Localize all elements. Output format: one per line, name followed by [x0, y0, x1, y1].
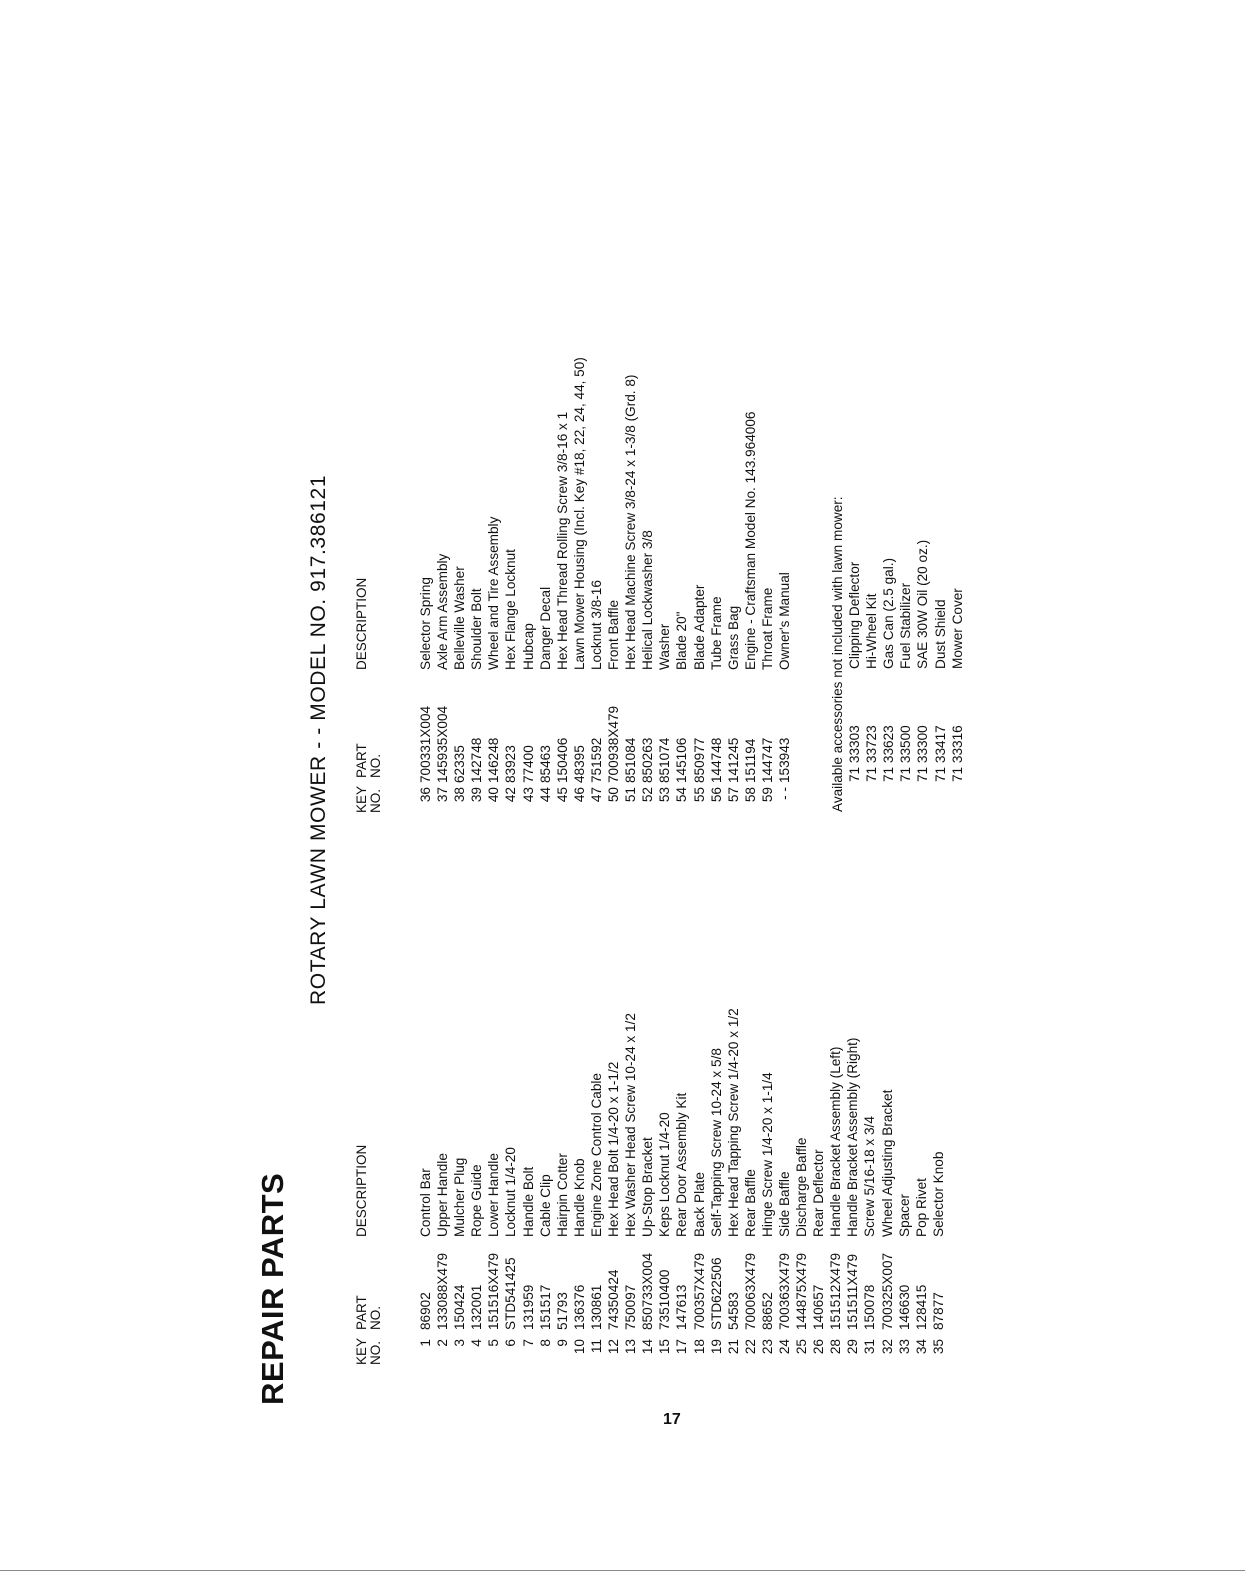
part-number: 700331X004: [418, 705, 433, 783]
accessory-row: [863, 496, 880, 782]
key-number: 24: [776, 1339, 792, 1355]
part-description: Blade 20": [674, 611, 690, 670]
part-description: Wheel Adjusting Bracket: [879, 1089, 895, 1237]
part-number: 144747: [759, 737, 775, 783]
part-number: 54583: [725, 1292, 741, 1330]
accessory-row: [880, 496, 897, 782]
part-number: 146630: [896, 1284, 912, 1330]
key-number: 51: [623, 787, 639, 803]
key-number: 58: [742, 787, 758, 803]
key-number: 3: [452, 1339, 468, 1347]
key-number: 36: [418, 787, 433, 803]
key-number: 2: [435, 1339, 451, 1347]
part-number: 751592: [588, 737, 604, 783]
part-number: 700357X479: [691, 1252, 707, 1330]
part-number: 74350424: [606, 1269, 622, 1330]
part-description: Pop Rivet: [913, 1178, 929, 1237]
key-number: 55: [691, 787, 707, 803]
part-number: 850977: [691, 737, 707, 783]
part-number: 86902: [418, 1292, 433, 1330]
part-description: Hex Head Tapping Screw 1/4-20 x 1/2: [725, 1008, 741, 1237]
accessory-row: [846, 496, 863, 782]
key-number: 9: [554, 1339, 570, 1347]
part-number: 700363X479: [776, 1252, 792, 1330]
part-description: Discharge Baffle: [794, 1137, 810, 1237]
key-number: 40: [486, 787, 502, 803]
part-number: STD541425: [503, 1257, 519, 1330]
part-description: Hinge Screw 1/4-20 x 1-1/4: [759, 1072, 775, 1237]
key-number: 35: [930, 1339, 946, 1355]
part-number: 145106: [674, 737, 690, 783]
accessories-list: [846, 496, 966, 782]
part-number: 77400: [520, 745, 536, 783]
accessory-description: Clipping Deflector: [847, 561, 863, 669]
key-number: 23: [759, 1339, 775, 1355]
accessory-part-number: 71 33300: [915, 725, 931, 782]
part-description: Rear Baffle: [742, 1169, 758, 1237]
accessory-description: Dust Shield: [932, 599, 948, 669]
key-number: 18: [691, 1339, 707, 1355]
accessory-row: [914, 496, 931, 782]
accessory-part-number: 71 33500: [898, 725, 914, 782]
part-description: Owner's Manual: [776, 572, 792, 670]
description-column-left: [417, 1008, 947, 1237]
part-description: Wheel and Tire Assembly: [486, 516, 502, 670]
part-description: Spacer: [896, 1193, 912, 1237]
part-description: Helical Lockwasher 3/8: [640, 530, 656, 670]
key-number: 38: [452, 787, 468, 803]
part-number: 144875X479: [794, 1252, 810, 1330]
part-number: 700938X479: [606, 705, 622, 783]
part-description: Hex Washer Head Screw 10-24 x 1/2: [623, 1013, 639, 1237]
key-number: 21: [725, 1339, 741, 1355]
part-number: 153943: [776, 737, 792, 783]
accessory-part-number: 71 33316: [949, 725, 965, 782]
part-number: 851074: [657, 737, 673, 783]
part-number: 151511X479: [845, 1253, 861, 1330]
part-description: Self-Tapping Screw 10-24 x 5/8: [708, 1048, 724, 1237]
key-number: 5: [486, 1339, 502, 1347]
key-number: 32: [879, 1339, 895, 1355]
accessory-row: [897, 496, 914, 782]
part-description: Danger Decal: [537, 586, 553, 670]
part-description: Hex Head Bolt 1/4-20 x 1-1/2: [606, 1061, 622, 1237]
part-number: 142748: [469, 737, 485, 783]
part-description: Screw 5/16-18 x 3/4: [862, 1116, 878, 1237]
part-number: 147613: [674, 1284, 690, 1330]
part-description: Rope Guide: [469, 1164, 485, 1237]
key-number: 54: [674, 787, 690, 803]
accessory-part-number: 71 33723: [864, 725, 880, 782]
key-number: 43: [520, 787, 536, 803]
accessory-description: Hi-Wheel Kit: [864, 593, 880, 669]
accessory-part-number: 71 33303: [847, 725, 863, 782]
accessory-description: SAE 30W Oil (20 oz.): [915, 539, 931, 669]
part-description: Mulcher Plug: [452, 1157, 468, 1237]
key-number: 4: [469, 1339, 485, 1347]
part-description: Selector Knob: [930, 1151, 946, 1237]
part-number: 48395: [571, 745, 587, 783]
key-number: 1: [418, 1339, 433, 1347]
description-column-right: [417, 357, 793, 670]
key-number: 42: [503, 787, 519, 803]
part-description: Rear Door Assembly Kit: [674, 1092, 690, 1237]
header-description-right: DESCRIPTION: [354, 577, 369, 670]
part-description: Hairpin Cotter: [554, 1153, 570, 1237]
key-number: 13: [623, 1339, 639, 1355]
accessories-block: [829, 496, 966, 812]
key-number: 6: [503, 1339, 519, 1347]
key-number: 59: [759, 787, 775, 803]
part-description: Axle Arm Assembly: [435, 553, 451, 670]
accessory-part-number: 71 33417: [932, 725, 948, 782]
part-description: Hex Head Thread Rolling Screw 3/8-16 x 1: [554, 411, 570, 670]
part-description: Front Baffle: [606, 599, 622, 670]
key-number: 34: [913, 1339, 929, 1355]
part-number: 131959: [520, 1284, 536, 1330]
key-number: 53: [657, 787, 673, 803]
part-number: 700325X007: [879, 1252, 895, 1330]
part-number: 151517: [537, 1284, 553, 1330]
header-key-no-right: KEY NO.: [354, 785, 383, 813]
part-column-right: [417, 706, 793, 783]
part-number: 136376: [571, 1284, 587, 1330]
part-description: Shoulder Bolt: [469, 588, 485, 670]
part-number: 88652: [759, 1292, 775, 1330]
part-description: Washer: [657, 623, 673, 670]
accessory-description: Fuel Stabilizer: [898, 582, 914, 669]
part-description: Hubcap: [520, 623, 536, 670]
header-part-no-right: PART NO.: [354, 743, 383, 778]
part-description: Selector Spring: [418, 577, 433, 670]
part-description: Cable Clip: [537, 1174, 553, 1237]
part-column-left: [417, 1253, 947, 1330]
key-number: 44: [537, 787, 553, 803]
part-number: 51793: [554, 1292, 570, 1330]
part-number: 145935X004: [435, 705, 451, 783]
key-column-left: [417, 1339, 947, 1367]
part-number: 150078: [862, 1284, 878, 1330]
part-description: Locknut 3/8-16: [588, 580, 604, 670]
part-description: Handle Bracket Assembly (Right): [845, 1037, 861, 1237]
part-description: Side Baffle: [776, 1171, 792, 1237]
part-description: Grass Bag: [725, 605, 741, 670]
part-description: Belleville Washer: [452, 566, 468, 670]
accessories-intro: Available accessories not included with lawn mower:: [830, 496, 845, 812]
key-number: 7: [520, 1339, 536, 1347]
key-number: 14: [640, 1339, 656, 1355]
accessory-row: [932, 496, 949, 782]
part-description: Hex Head Machine Screw 3/8-24 x 1-3/8 (Grd. 8): [623, 374, 639, 670]
key-number: 29: [845, 1339, 861, 1355]
header-key-no-left: KEY NO.: [354, 1337, 383, 1365]
part-number: 851084: [623, 737, 639, 783]
part-description: Locknut 1/4-20: [503, 1147, 519, 1237]
part-description: Upper Handle: [435, 1153, 451, 1237]
key-number: - -: [776, 787, 792, 800]
part-number: 850263: [640, 737, 656, 783]
key-number: 39: [469, 787, 485, 803]
key-number: 12: [606, 1339, 622, 1355]
key-column-right: [417, 787, 793, 813]
part-description: Tube Frame: [708, 596, 724, 670]
part-description: Hex Flange Locknut: [503, 549, 519, 670]
rotated-parts-list: [255, 225, 965, 1405]
part-number: 87877: [930, 1292, 946, 1330]
key-number: 25: [794, 1339, 810, 1355]
key-number: 37: [435, 787, 451, 803]
part-description: Handle Bolt: [520, 1166, 536, 1237]
part-description: Lawn Mower Housing (Incl. Key #18, 22, 24, 44, 50): [571, 357, 587, 670]
key-number: 56: [708, 787, 724, 803]
key-number: 22: [742, 1339, 758, 1355]
key-number: 11: [588, 1339, 604, 1354]
key-number: 46: [571, 787, 587, 803]
key-number: 28: [828, 1339, 844, 1355]
part-number: 151516X479: [486, 1252, 502, 1330]
part-description: Throat Frame: [759, 587, 775, 670]
part-description: Lower Handle: [486, 1153, 502, 1237]
part-description: Engine - Craftsman Model No. 143.964006: [742, 411, 758, 670]
part-description: Rear Deflector: [811, 1149, 827, 1237]
part-number: 128415: [913, 1284, 929, 1330]
key-number: 17: [674, 1339, 690, 1355]
accessory-description: Mower Cover: [949, 588, 965, 669]
part-number: 144748: [708, 737, 724, 783]
part-number: 146248: [486, 737, 502, 783]
header-part-no-left: PART NO.: [354, 1295, 383, 1330]
part-number: 85463: [537, 745, 553, 783]
part-description: Back Plate: [691, 1172, 707, 1237]
part-description: Up-Stop Bracket: [640, 1137, 656, 1237]
part-number: 73510400: [657, 1269, 673, 1330]
part-number: 151512X479: [828, 1252, 844, 1330]
key-number: 26: [811, 1339, 827, 1355]
section-title: REPAIR PARTS: [255, 1172, 290, 1405]
part-description: Handle Knob: [571, 1158, 587, 1237]
part-number: 83923: [503, 745, 519, 783]
part-number: 133088X479: [435, 1252, 451, 1330]
accessory-description: Gas Can (2.5 gal.): [881, 557, 897, 669]
key-number: 52: [640, 787, 656, 803]
key-number: 15: [657, 1339, 673, 1355]
part-number: 750097: [623, 1284, 639, 1330]
part-number: 850733X004: [640, 1252, 656, 1330]
part-number: 700063X479: [742, 1252, 758, 1330]
key-number: 19: [708, 1339, 724, 1355]
part-number: 150406: [554, 737, 570, 783]
key-number: 45: [554, 787, 570, 803]
part-description: Keps Locknut 1/4-20: [657, 1112, 673, 1237]
part-number: 62335: [452, 745, 468, 783]
part-number: 150424: [452, 1284, 468, 1330]
key-number: 50: [606, 787, 622, 803]
key-number: 57: [725, 787, 741, 803]
page-number: 17: [663, 1411, 681, 1428]
part-number: 130861: [588, 1284, 604, 1330]
key-number: 31: [862, 1339, 878, 1355]
accessory-part-number: 71 33623: [881, 725, 897, 782]
accessory-row: [949, 496, 966, 782]
header-description-left: DESCRIPTION: [354, 1144, 369, 1237]
key-number: 47: [588, 787, 604, 803]
key-number: 10: [571, 1339, 587, 1355]
key-number: 8: [537, 1339, 553, 1347]
part-description: Blade Adapter: [691, 584, 707, 670]
part-number: 140657: [811, 1284, 827, 1330]
part-number: STD622506: [708, 1257, 724, 1330]
part-description: Handle Bracket Assembly (Left): [828, 1046, 844, 1237]
part-number: 141245: [725, 737, 741, 783]
key-number: 33: [896, 1339, 912, 1355]
part-number: 151194: [742, 738, 758, 783]
part-number: 132001: [469, 1284, 485, 1330]
part-description: Control Bar: [418, 1168, 433, 1237]
model-title: ROTARY LAWN MOWER - - MODEL NO. 917.386121: [307, 474, 330, 1005]
part-description: Engine Zone Control Cable: [588, 1073, 604, 1237]
page-edge-line: [0, 1570, 1245, 1571]
